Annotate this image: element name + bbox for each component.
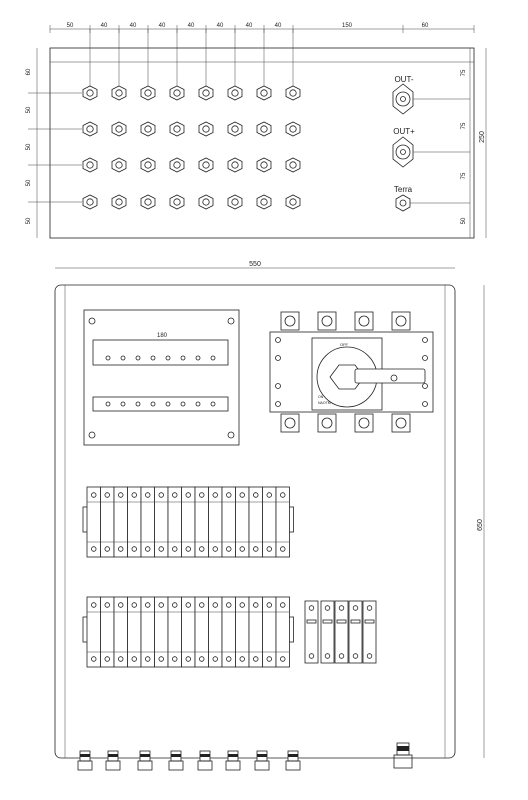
cable-gland (170, 86, 184, 100)
panel-screw (89, 432, 95, 438)
gland-earth-hex (396, 195, 410, 211)
front-view (55, 261, 484, 770)
label-out-minus: OUT- (394, 75, 414, 84)
panel-terminal (196, 402, 200, 406)
isolator-terminal-top (281, 312, 299, 330)
cable-gland (141, 158, 155, 172)
cable-gland (141, 86, 155, 100)
top-view (26, 23, 486, 238)
panel-terminal (211, 402, 215, 406)
top-dim-label: 40 (187, 23, 195, 29)
isolator-terminal-top (318, 312, 336, 330)
left-dim-label: 50 (26, 179, 32, 187)
top-dim-label: 40 (158, 23, 166, 29)
cable-gland (286, 158, 300, 172)
panel-terminal (151, 356, 155, 360)
isolator-terminal-bottom (281, 414, 299, 432)
cable-gland (228, 195, 242, 209)
panel-dim-label: 180 (156, 333, 168, 339)
cable-gland (228, 122, 242, 136)
isolator-mount-hole (276, 338, 281, 343)
cable-gland (141, 195, 155, 209)
isolator-handle (355, 369, 425, 383)
bottom-gland-nut (286, 761, 300, 770)
bottom-gland-nut (226, 761, 240, 770)
isolator-mount-hole (276, 402, 281, 407)
cable-gland (199, 195, 213, 209)
cable-gland (141, 122, 155, 136)
panel-screw (228, 432, 234, 438)
isolator-mount-hole (423, 402, 428, 407)
isolator-mount-hole (423, 338, 428, 343)
cable-gland (170, 195, 184, 209)
bottom-gland-nut (255, 761, 269, 770)
front-height-dim: 650 (477, 519, 484, 531)
bottom-gland-band (228, 754, 238, 757)
bottom-gland-nut (198, 761, 212, 770)
isolator-mount-hole (423, 356, 428, 361)
left-dim-label: 50 (26, 217, 32, 225)
right-dim-label: 75 (461, 122, 467, 130)
top-dim-label: 40 (274, 23, 282, 29)
cable-gland (112, 86, 126, 100)
cable-gland (199, 158, 213, 172)
cable-gland (112, 122, 126, 136)
panel-terminal (181, 356, 185, 360)
bottom-cable-glands (78, 743, 412, 770)
bottom-gland-band (80, 754, 90, 757)
gland-out-minus (393, 75, 414, 114)
cable-gland (257, 158, 271, 172)
cable-gland (228, 158, 242, 172)
isolator-terminal-bottom (392, 414, 410, 432)
bottom-gland-nut (106, 761, 120, 770)
top-dim-label: 40 (129, 23, 137, 29)
top-dim-label: 40 (216, 23, 224, 29)
top-dim-label: 40 (245, 23, 253, 29)
panel-screw (228, 318, 234, 324)
cable-gland (83, 86, 97, 100)
fuse-row-upper (93, 340, 228, 365)
cable-gland (83, 122, 97, 136)
cable-gland (257, 122, 271, 136)
cable-gland (257, 195, 271, 209)
cable-gland (286, 122, 300, 136)
cable-gland (286, 86, 300, 100)
panel-terminal (136, 402, 140, 406)
cable-gland (83, 158, 97, 172)
cable-gland (257, 86, 271, 100)
bottom-gland-large-nut (394, 755, 412, 768)
cable-gland (170, 122, 184, 136)
gland-out-plus (393, 127, 415, 167)
panel-terminal (106, 356, 110, 360)
panel-terminal (106, 402, 110, 406)
isolator-switch (270, 312, 433, 432)
fuse-panel (84, 310, 239, 445)
panel-terminal (121, 402, 125, 406)
panel-terminal (196, 356, 200, 360)
top-dim-label: 40 (100, 23, 108, 29)
isolator-mount-hole (276, 384, 281, 389)
label-out-plus: OUT+ (393, 127, 415, 136)
top-height-dim: 250 (479, 131, 486, 143)
panel-terminal (181, 402, 185, 406)
cable-gland (199, 122, 213, 136)
cable-gland (228, 86, 242, 100)
isolator-terminal-bottom (318, 414, 336, 432)
panel-terminal (121, 356, 125, 360)
bottom-gland-band (171, 754, 181, 757)
isolator-mount-hole (276, 356, 281, 361)
cable-gland (170, 158, 184, 172)
isolator-text-model: NAOTM (318, 401, 331, 405)
bottom-gland-large-band (397, 746, 409, 751)
isolator-terminal-top (392, 312, 410, 330)
panel-terminal (151, 402, 155, 406)
left-dim-label: 60 (26, 68, 32, 76)
top-dim-label: 150 (341, 23, 353, 29)
cable-gland (199, 86, 213, 100)
isolator-text-off: OFF (340, 342, 348, 347)
cable-gland-grid (28, 29, 300, 209)
top-dim-label: 60 (421, 23, 429, 29)
left-dim-label: 50 (26, 106, 32, 114)
gland-earth (394, 185, 413, 211)
isolator-terminal-top (355, 312, 373, 330)
bottom-gland-band (108, 754, 118, 757)
panel-screw (89, 318, 95, 324)
panel-terminal (211, 356, 215, 360)
bottom-gland-nut (169, 761, 183, 770)
right-dim-label: 50 (461, 217, 467, 225)
bottom-gland-band (140, 754, 150, 757)
breaker-row-lower (83, 597, 376, 667)
cable-gland (286, 195, 300, 209)
top-dim-label: 50 (66, 23, 74, 29)
cable-gland (112, 158, 126, 172)
right-dim-label: 75 (461, 172, 467, 180)
cable-gland (83, 195, 97, 209)
left-dim-label: 50 (26, 143, 32, 151)
bottom-gland-band (257, 754, 267, 757)
breaker-row-upper (83, 487, 294, 557)
panel-terminal (166, 356, 170, 360)
panel-terminal (136, 356, 140, 360)
panel-terminal (166, 402, 170, 406)
bottom-gland-band (288, 754, 298, 757)
isolator-terminal-bottom (355, 414, 373, 432)
fuse-row-lower (93, 397, 228, 411)
isolator-text-on: ON (318, 395, 324, 399)
cable-gland (112, 195, 126, 209)
bottom-gland-nut (78, 761, 92, 770)
right-dim-label: 75 (461, 69, 467, 77)
label-earth: Terra (393, 185, 413, 194)
front-width-dim: 550 (249, 261, 261, 268)
bottom-gland-band (200, 754, 210, 757)
isolator-mount-hole (423, 384, 428, 389)
bottom-gland-nut (138, 761, 152, 770)
